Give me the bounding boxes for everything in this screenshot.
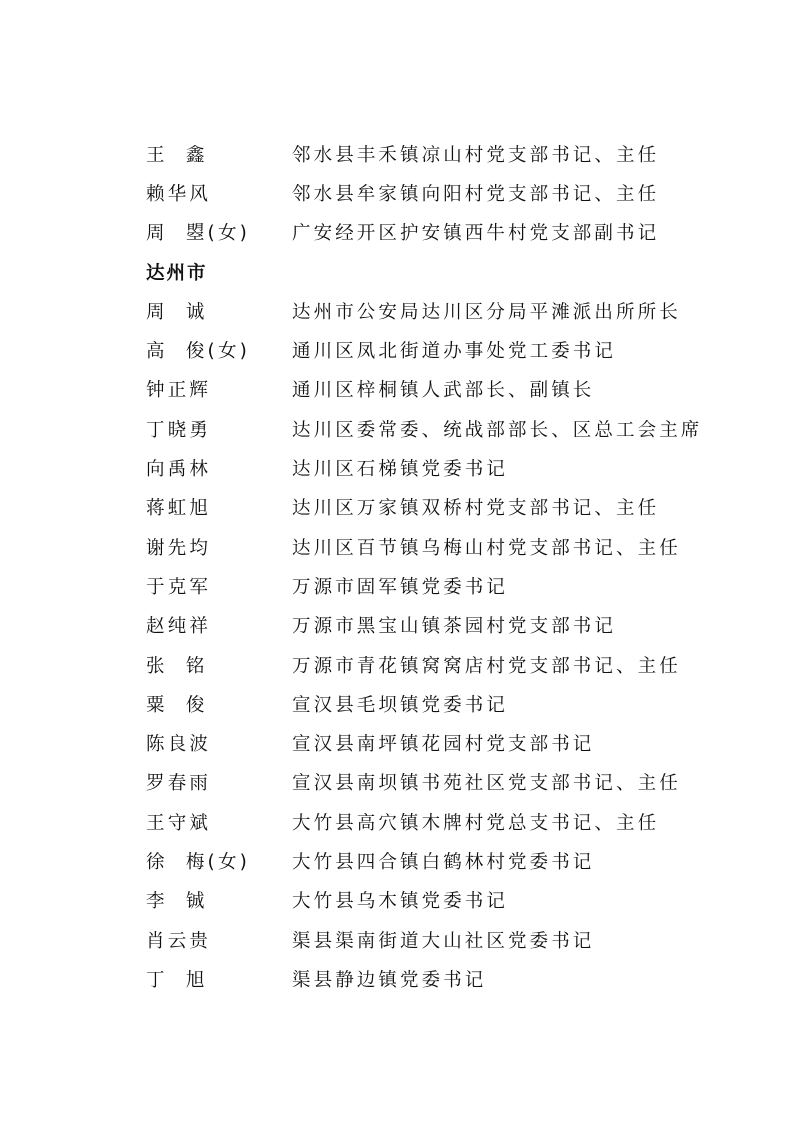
- person-name: 钟正辉: [146, 380, 212, 402]
- list-item: [146, 448, 706, 487]
- person-name: 丁晓勇: [146, 419, 212, 441]
- person-name: 丁 旭: [146, 969, 208, 991]
- person-title: 达川区委常委、统战部部长、区总工会主席: [292, 419, 703, 441]
- section-heading-text: 达州市: [146, 262, 208, 284]
- person-title: 邻水县丰禾镇凉山村党支部书记、主任: [292, 144, 660, 166]
- list-item: [146, 881, 706, 920]
- person-name: 蒋虹旭: [146, 498, 212, 520]
- person-name: 粟 俊: [146, 694, 208, 716]
- person-title: 大竹县乌木镇党委书记: [292, 891, 509, 913]
- list-item: [146, 488, 706, 527]
- list-item: [146, 606, 706, 645]
- list-item: [146, 684, 706, 723]
- person-title: 通川区梓桐镇人武部长、副镇长: [292, 380, 595, 402]
- list-item: [146, 134, 706, 173]
- person-name: 谢先均: [146, 537, 212, 559]
- entries-group-dazhou: [146, 291, 706, 998]
- list-item: [146, 920, 706, 959]
- person-name: 高 俊(女): [146, 341, 251, 363]
- person-name: 于克军: [146, 576, 212, 598]
- person-name: 陈良波: [146, 734, 212, 756]
- section-heading: [146, 252, 706, 291]
- person-title: 达川区百节镇乌梅山村党支部书记、主任: [292, 537, 681, 559]
- person-title: 邻水县牟家镇向阳村党支部书记、主任: [292, 183, 660, 205]
- list-item: [146, 841, 706, 880]
- list-item: [146, 645, 706, 684]
- person-title: 宣汉县南坝镇书苑社区党支部书记、主任: [292, 773, 681, 795]
- list-item: [146, 723, 706, 762]
- person-title: 广安经开区护安镇西牛村党支部副书记: [292, 223, 660, 245]
- person-name: 张 铭: [146, 655, 208, 677]
- person-name: 王守斌: [146, 812, 212, 834]
- person-title: 宣汉县毛坝镇党委书记: [292, 694, 509, 716]
- list-item: [146, 291, 706, 330]
- person-name: 赵纯祥: [146, 616, 212, 638]
- list-item: [146, 409, 706, 448]
- person-title: 达川区万家镇双桥村党支部书记、主任: [292, 498, 660, 520]
- person-name: 周 诚: [146, 301, 208, 323]
- person-title: 通川区凤北街道办事处党工委书记: [292, 341, 617, 363]
- person-title: 渠县渠南街道大山社区党委书记: [292, 930, 595, 952]
- list-item: [146, 959, 706, 998]
- person-name: 王 鑫: [146, 144, 208, 166]
- person-title: 万源市固军镇党委书记: [292, 576, 509, 598]
- person-title: 大竹县高穴镇木牌村党总支书记、主任: [292, 812, 660, 834]
- person-title: 达州市公安局达川区分局平滩派出所所长: [292, 301, 681, 323]
- entries-group-guang-an: [146, 134, 706, 252]
- list-item: [146, 527, 706, 566]
- person-title: 宣汉县南坪镇花园村党支部书记: [292, 734, 595, 756]
- person-name: 肖云贵: [146, 930, 212, 952]
- list-item: [146, 802, 706, 841]
- list-item: [146, 173, 706, 212]
- person-title: 万源市黑宝山镇茶园村党支部书记: [292, 616, 617, 638]
- person-title: 万源市青花镇窝窝店村党支部书记、主任: [292, 655, 681, 677]
- list-item: [146, 370, 706, 409]
- list-item: [146, 763, 706, 802]
- list-item: [146, 566, 706, 605]
- person-name: 周 曌(女): [146, 223, 251, 245]
- list-item: [146, 330, 706, 369]
- name-list: [146, 134, 706, 999]
- person-name: 罗春雨: [146, 773, 212, 795]
- person-name: 赖华风: [146, 183, 212, 205]
- person-name: 李 铖: [146, 891, 208, 913]
- list-item: [146, 213, 706, 252]
- person-name: 向禹林: [146, 459, 212, 481]
- person-title: 达川区石梯镇党委书记: [292, 459, 509, 481]
- person-title: 渠县静边镇党委书记: [292, 969, 487, 991]
- person-name: 徐 梅(女): [146, 851, 251, 873]
- person-title: 大竹县四合镇白鹤林村党委书记: [292, 851, 595, 873]
